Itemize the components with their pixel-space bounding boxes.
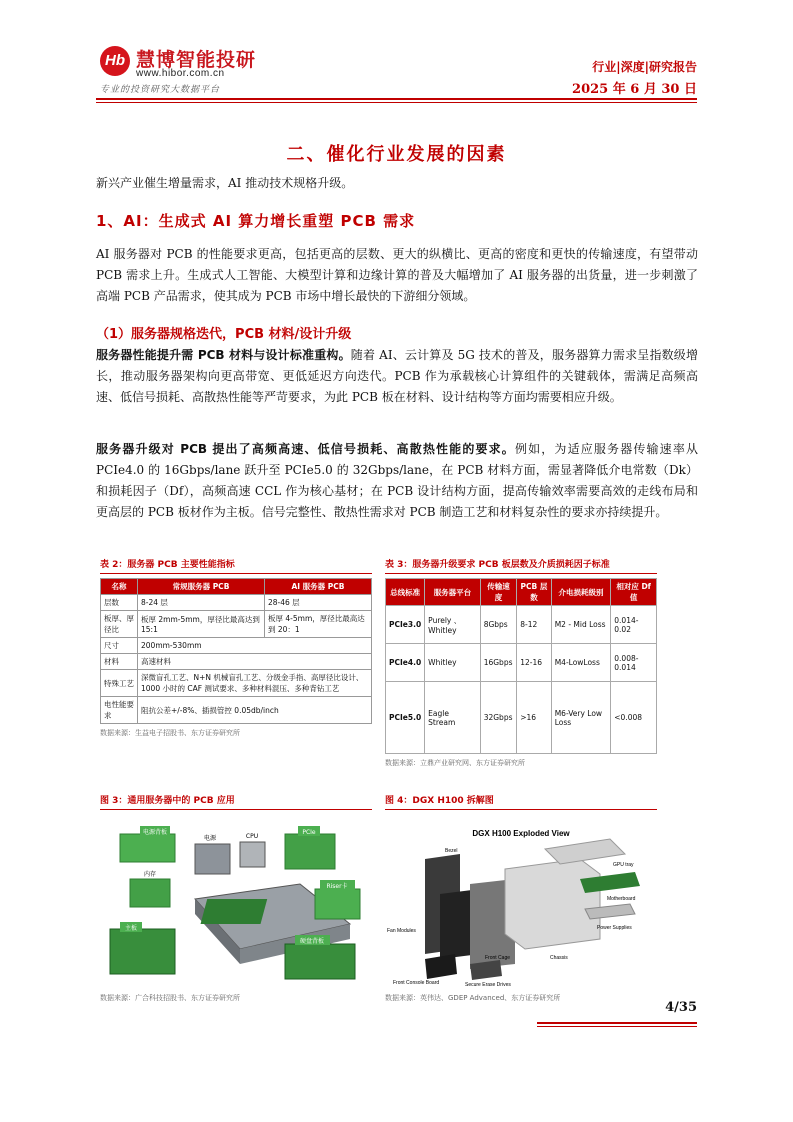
section-title: 二、催化行业发展的因素 — [286, 144, 507, 165]
table3-cell: 0.014-0.02 — [611, 606, 657, 644]
table2-caption: 表 2：服务器 PCB 主要性能指标 — [100, 557, 372, 574]
report-date: 2025 年 6 月 30 日 — [572, 82, 697, 97]
figure3-source: 数据来源：广合科技招股书、东方证券研究所 — [100, 994, 240, 1002]
footer-rule-thin — [537, 1026, 697, 1027]
table3-block — [385, 557, 657, 768]
table3-cell: 8Gbps — [480, 606, 517, 644]
table3-cell: PCIe4.0 — [386, 644, 425, 682]
table2-header: 常规服务器 PCB — [138, 579, 265, 595]
table3-cell: >16 — [517, 682, 551, 754]
table3-source: 数据来源：立鼎产业研究网、东方证券研究所 — [385, 759, 525, 767]
label-front-cage: Front Cage — [485, 955, 511, 961]
paragraph-3-body: 例如，为适应服务器传输速率从 PCIe4.0 的 16Gbps/lane 跃升至 PCIe5.0 的 32Gbps/lane，在 PCB 材料方面，需显著降低介电常数（Dk）和损耗因子（Df），高频高速 CCL 作为核心基材；在 PCB 设计结构方面，提高传输效率需要高效的走线布局和更高层的 PCB 板材作为主板。信号完整性、散热性需求对 PCB 制造工艺和材料复杂性的要求亦持续提升。 — [96, 442, 698, 519]
table2-cell: 尺寸 — [101, 638, 138, 654]
table-row — [101, 670, 372, 697]
table2-cell: 200mm-530mm — [138, 638, 372, 654]
table2-cell: 板厚 2mm-5mm，厚径比最高达到 15:1 — [138, 611, 265, 638]
table-row — [101, 697, 372, 724]
table3-cell: PCIe5.0 — [386, 682, 425, 754]
table-row — [101, 638, 372, 654]
table3-cell: 12-16 — [517, 644, 551, 682]
table2-cell: 深微盲孔工艺、N+N 机械盲孔工艺、分级金手指、高厚径比设计、1000 小时的 CAF 测试要求、多种材料混压、多种背钻工艺 — [138, 670, 372, 697]
figure4-block — [385, 793, 657, 1003]
report-type: 行业|深度|研究报告 — [592, 60, 697, 74]
label-pcie: PCIe — [302, 829, 316, 836]
dgx-title: DGX H100 Exploded View — [472, 829, 570, 838]
table3-header: PCB 层数 — [517, 579, 551, 606]
table2-cell: 板厚 4-5mm，厚径比最高达到 20：1 — [265, 611, 372, 638]
table2-cell: 阻抗公差+/-8%、插损管控 0.05db/inch — [138, 697, 372, 724]
table2 — [100, 578, 372, 724]
table-row — [101, 654, 372, 670]
table3-cell: 16Gbps — [480, 644, 517, 682]
label-memory: 内存 — [143, 871, 157, 878]
paragraph-3-lead: 服务器升级对 PCB 提出了高频高速、低信号损耗、高散热性能的要求。 — [96, 442, 515, 456]
table3-header: 相对应 Df 值 — [611, 579, 657, 606]
table-row — [386, 644, 657, 682]
logo-mark: Hb — [100, 46, 130, 76]
table-row — [386, 606, 657, 644]
table3-cell: Eagle Stream — [425, 682, 481, 754]
paragraph-3 — [96, 439, 698, 523]
label-motherboard: Motherboard — [607, 896, 636, 902]
table3-header: 传输速度 — [480, 579, 517, 606]
table3 — [385, 578, 657, 754]
table2-cell: 高速材料 — [138, 654, 372, 670]
figure3-block — [100, 793, 372, 1003]
table3-cell: 8-12 — [517, 606, 551, 644]
table3-cell: M4-LowLoss — [551, 644, 611, 682]
table2-header: AI 服务器 PCB — [265, 579, 372, 595]
label-disk-backplane: 硬盘背板 — [299, 938, 325, 945]
footer-rule — [537, 1022, 697, 1024]
logo-name: 慧博智能投研 — [136, 49, 257, 71]
heading-ai: 1、AI：生成式 AI 算力增长重塑 PCB 需求 — [96, 212, 416, 230]
table3-cell: 0.008-0.014 — [611, 644, 657, 682]
table2-cell: 28-46 层 — [265, 595, 372, 611]
table2-cell: 特殊工艺 — [101, 670, 138, 697]
table2-cell: 板厚、厚径比 — [101, 611, 138, 638]
table2-cell: 电性能要求 — [101, 697, 138, 724]
label-cpu: CPU — [245, 833, 259, 840]
table2-block — [100, 557, 372, 738]
paragraph-1: AI 服务器对 PCB 的性能要求更高，包括更高的层数、更大的纵横比、更高的密度和更快的传输速度，有望带动 PCB 需求上升。生成式人工智能、大模型计算和边缘计算的普及大幅增加了 AI 服务器的出货量，进一步刺激了高端 PCB 产品需求，使其成为 PCB 市场中增长最快的下游细分领域。 — [96, 247, 698, 303]
table3-header: 介电损耗级别 — [551, 579, 611, 606]
table2-cell: 材料 — [101, 654, 138, 670]
label-secure-erase-drives: Secure Erase Drives — [465, 982, 511, 988]
label-fan-modules: Fan Modules — [387, 928, 416, 934]
table-row — [101, 595, 372, 611]
table3-header: 服务器平台 — [425, 579, 481, 606]
label-power-backplane: 电源背板 — [142, 829, 168, 836]
paragraph-2 — [96, 345, 698, 408]
table3-cell: Whitley — [425, 644, 481, 682]
label-gpu-tray: GPU tray — [613, 862, 634, 868]
heading-server: （1）服务器规格迭代，PCB 材料/设计升级 — [96, 327, 352, 342]
table2-source: 数据来源：生益电子招股书、东方证券研究所 — [100, 729, 240, 737]
table3-header: 总线标准 — [386, 579, 425, 606]
logo-tagline: 专业的投资研究大数据平台 — [100, 85, 221, 95]
table2-cell: 8-24 层 — [138, 595, 265, 611]
table2-cell: 层数 — [101, 595, 138, 611]
label-psu: 电源 — [203, 835, 217, 842]
table3-cell: M6-Very Low Loss — [551, 682, 611, 754]
table3-caption: 表 3：服务器升级要求 PCB 板层数及介质损耗因子标准 — [385, 557, 657, 574]
label-motherboard: 主板 — [124, 925, 138, 932]
table3-cell: 32Gbps — [480, 682, 517, 754]
paragraph-2-lead: 服务器性能提升需 PCB 材料与设计标准重构。 — [96, 348, 351, 362]
table2-header: 名称 — [101, 579, 138, 595]
figure4-source: 数据来源：英伟达、GDEP Advanced、东方证券研究所 — [385, 994, 561, 1002]
paragraph-2-body: 随着 AI、云计算及 5G 技术的普及，服务器算力需求呈指数级增长，推动服务器架构向更高带宽、更低延迟方向迭代。PCB 作为承载核心计算组件的关键载体，需满足高频高速、低信号损耗、高散热性能等严苛要求，为此 PCB 板在材料、设计结构等方面均需要相应升级。 — [96, 348, 698, 404]
header-rule — [96, 98, 697, 100]
table3-cell: PCIe3.0 — [386, 606, 425, 644]
table3-cell: Purely 、Whitley — [425, 606, 481, 644]
figure4-caption: 图 4：DGX H100 拆解图 — [385, 793, 657, 810]
label-power-supplies: Power Supplies — [597, 925, 632, 931]
server-pcb-image — [100, 814, 372, 989]
page-number: 4/35 — [665, 1000, 697, 1015]
label-chassis: Chassis — [550, 955, 568, 961]
figure3-caption: 图 3：通用服务器中的 PCB 应用 — [100, 793, 372, 810]
label-front-console-board: Front Console Board — [393, 980, 440, 986]
table3-cell: <0.008 — [611, 682, 657, 754]
table3-cell: M2 - Mid Loss — [551, 606, 611, 644]
label-bezel: Bezel — [445, 848, 458, 854]
table-row — [386, 682, 657, 754]
table-row — [101, 611, 372, 638]
dgx-exploded-image — [385, 814, 657, 989]
intro-text: 新兴产业催生增量需求，AI 推动技术规格升级。 — [96, 176, 354, 190]
logo-url[interactable]: www.hibor.com.cn — [136, 68, 225, 79]
label-riser: Riser卡 — [326, 883, 348, 890]
header-rule-thin — [96, 102, 697, 103]
